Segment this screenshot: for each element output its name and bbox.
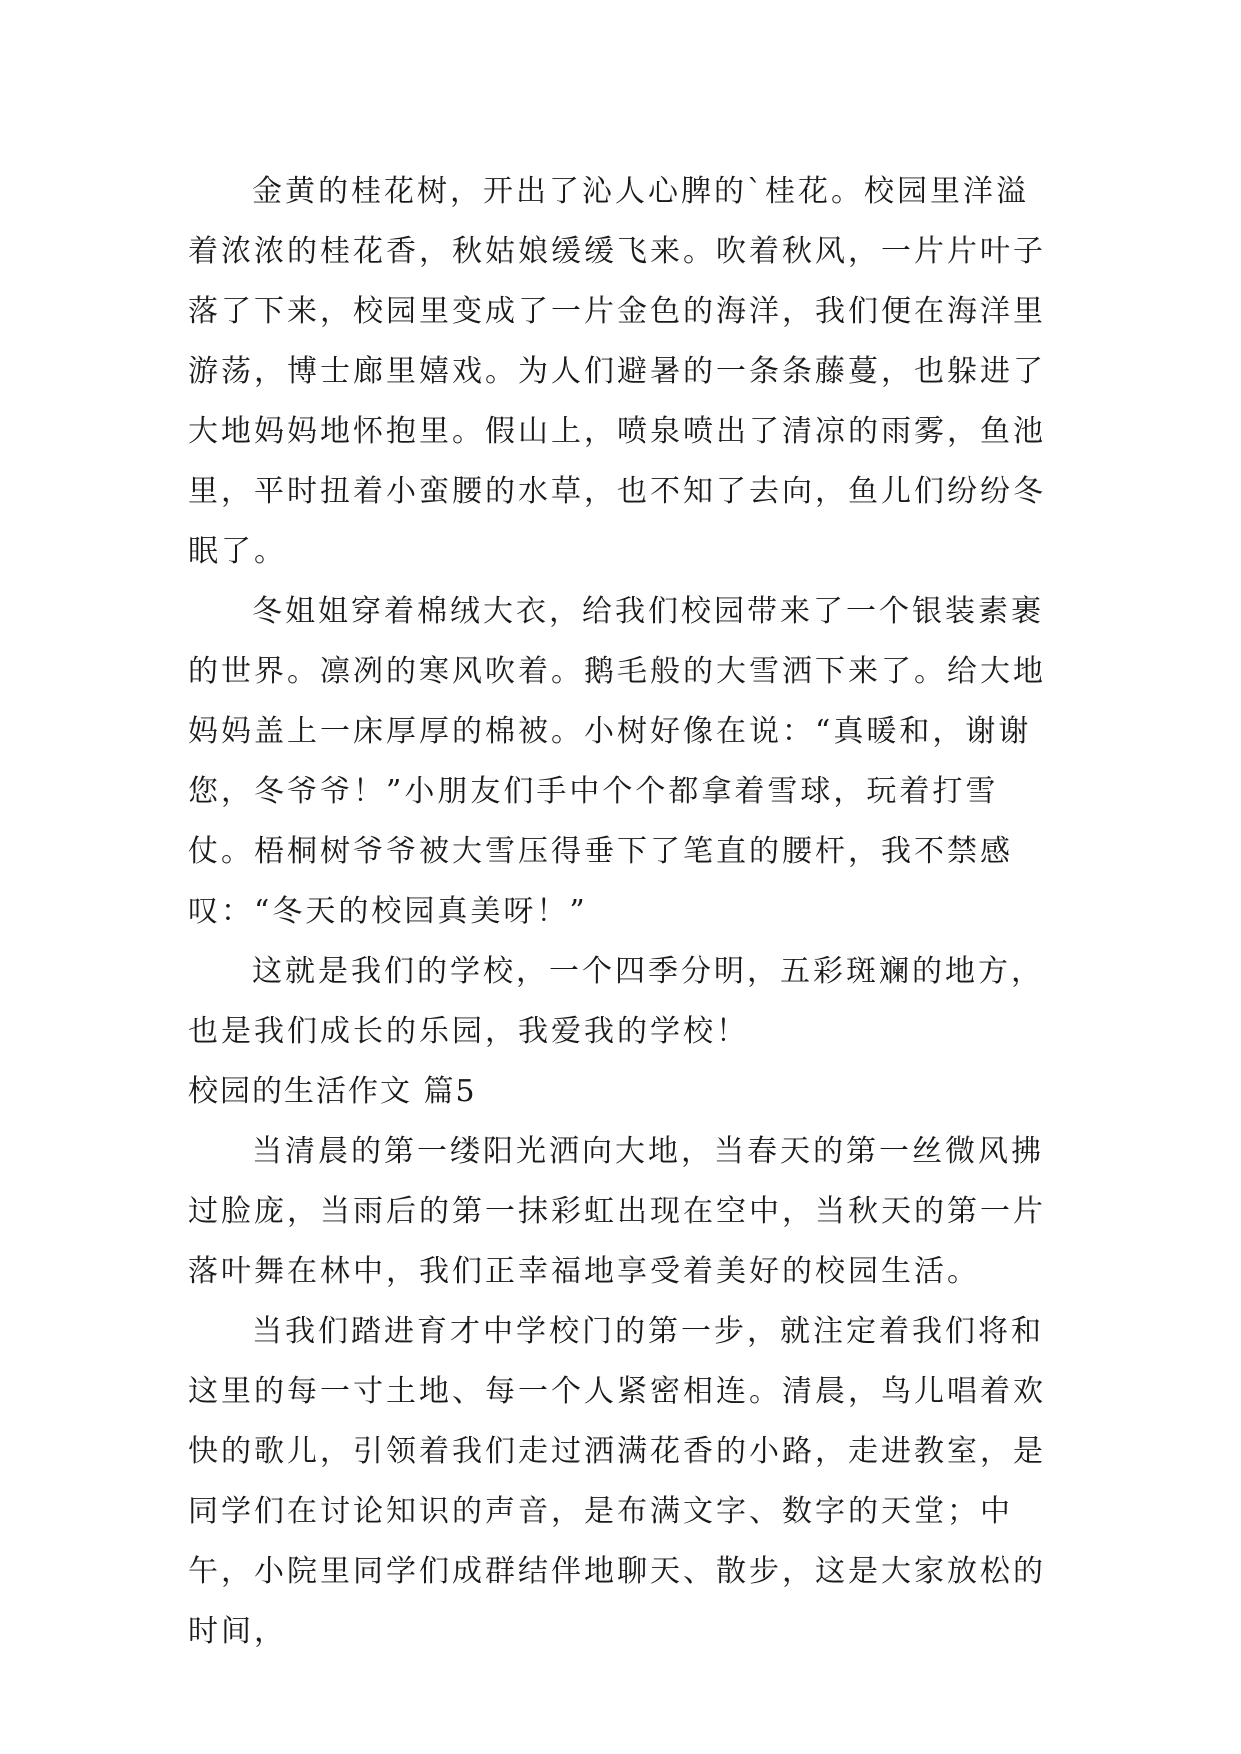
- paragraph-winter: 冬姐姐穿着棉绒大衣，给我们校园带来了一个银装素裹的世界。凛冽的寒风吹着。鹅毛般的大雪洒下来了。给大地妈妈盖上一床厚厚的棉被。小树好像在说：“真暖和，谢谢您，冬爷爷！”小朋友们手中个个都拿着雪球，玩着打雪仗。梧桐树爷爷被大雪压得垂下了笔直的腰杆，我不禁感叹：“冬天的校园真美呀！”: [188, 594, 1046, 929]
- paragraph-intro: 当清晨的第一缕阳光洒向大地，当春天的第一丝微风拂过脸庞，当雨后的第一抹彩虹出现在空中，当秋天的第一片落叶舞在林中，我们正幸福地享受着美好的校园生活。: [188, 1134, 1046, 1289]
- document-body: [188, 162, 1048, 1662]
- paragraph-conclusion: 这就是我们的学校，一个四季分明，五彩斑斓的地方，也是我们成长的乐园，我爱我的学校！: [188, 954, 1044, 1049]
- section-heading: 校园的生活作文 篇5: [188, 1074, 477, 1109]
- paragraph-school-day: 当我们踏进育才中学校门的第一步，就注定着我们将和这里的每一寸土地、每一个人紧密相连。清晨，鸟儿唱着欢快的歌儿，引领着我们走过洒满花香的小路，走进教室，是同学们在讨论知识的声音，是布满文字、数字的天堂；中午，小院里同学们成群结伴地聊天、散步，这是大家放松的时间，: [188, 1314, 1046, 1649]
- paragraph-autumn: 金黄的桂花树，开出了沁人心脾的`桂花。校园里洋溢着浓浓的桂花香，秋姑娘缓缓飞来。吹着秋风，一片片叶子落了下来，校园里变成了一片金色的海洋，我们便在海洋里游荡，博士廊里嬉戏。为人们避暑的一条条藤蔓，也躲进了大地妈妈地怀抱里。假山上，喷泉喷出了清凉的雨雾，鱼池里，平时扭着小蛮腰的水草，也不知了去向，鱼儿们纷纷冬眠了。: [188, 174, 1046, 569]
